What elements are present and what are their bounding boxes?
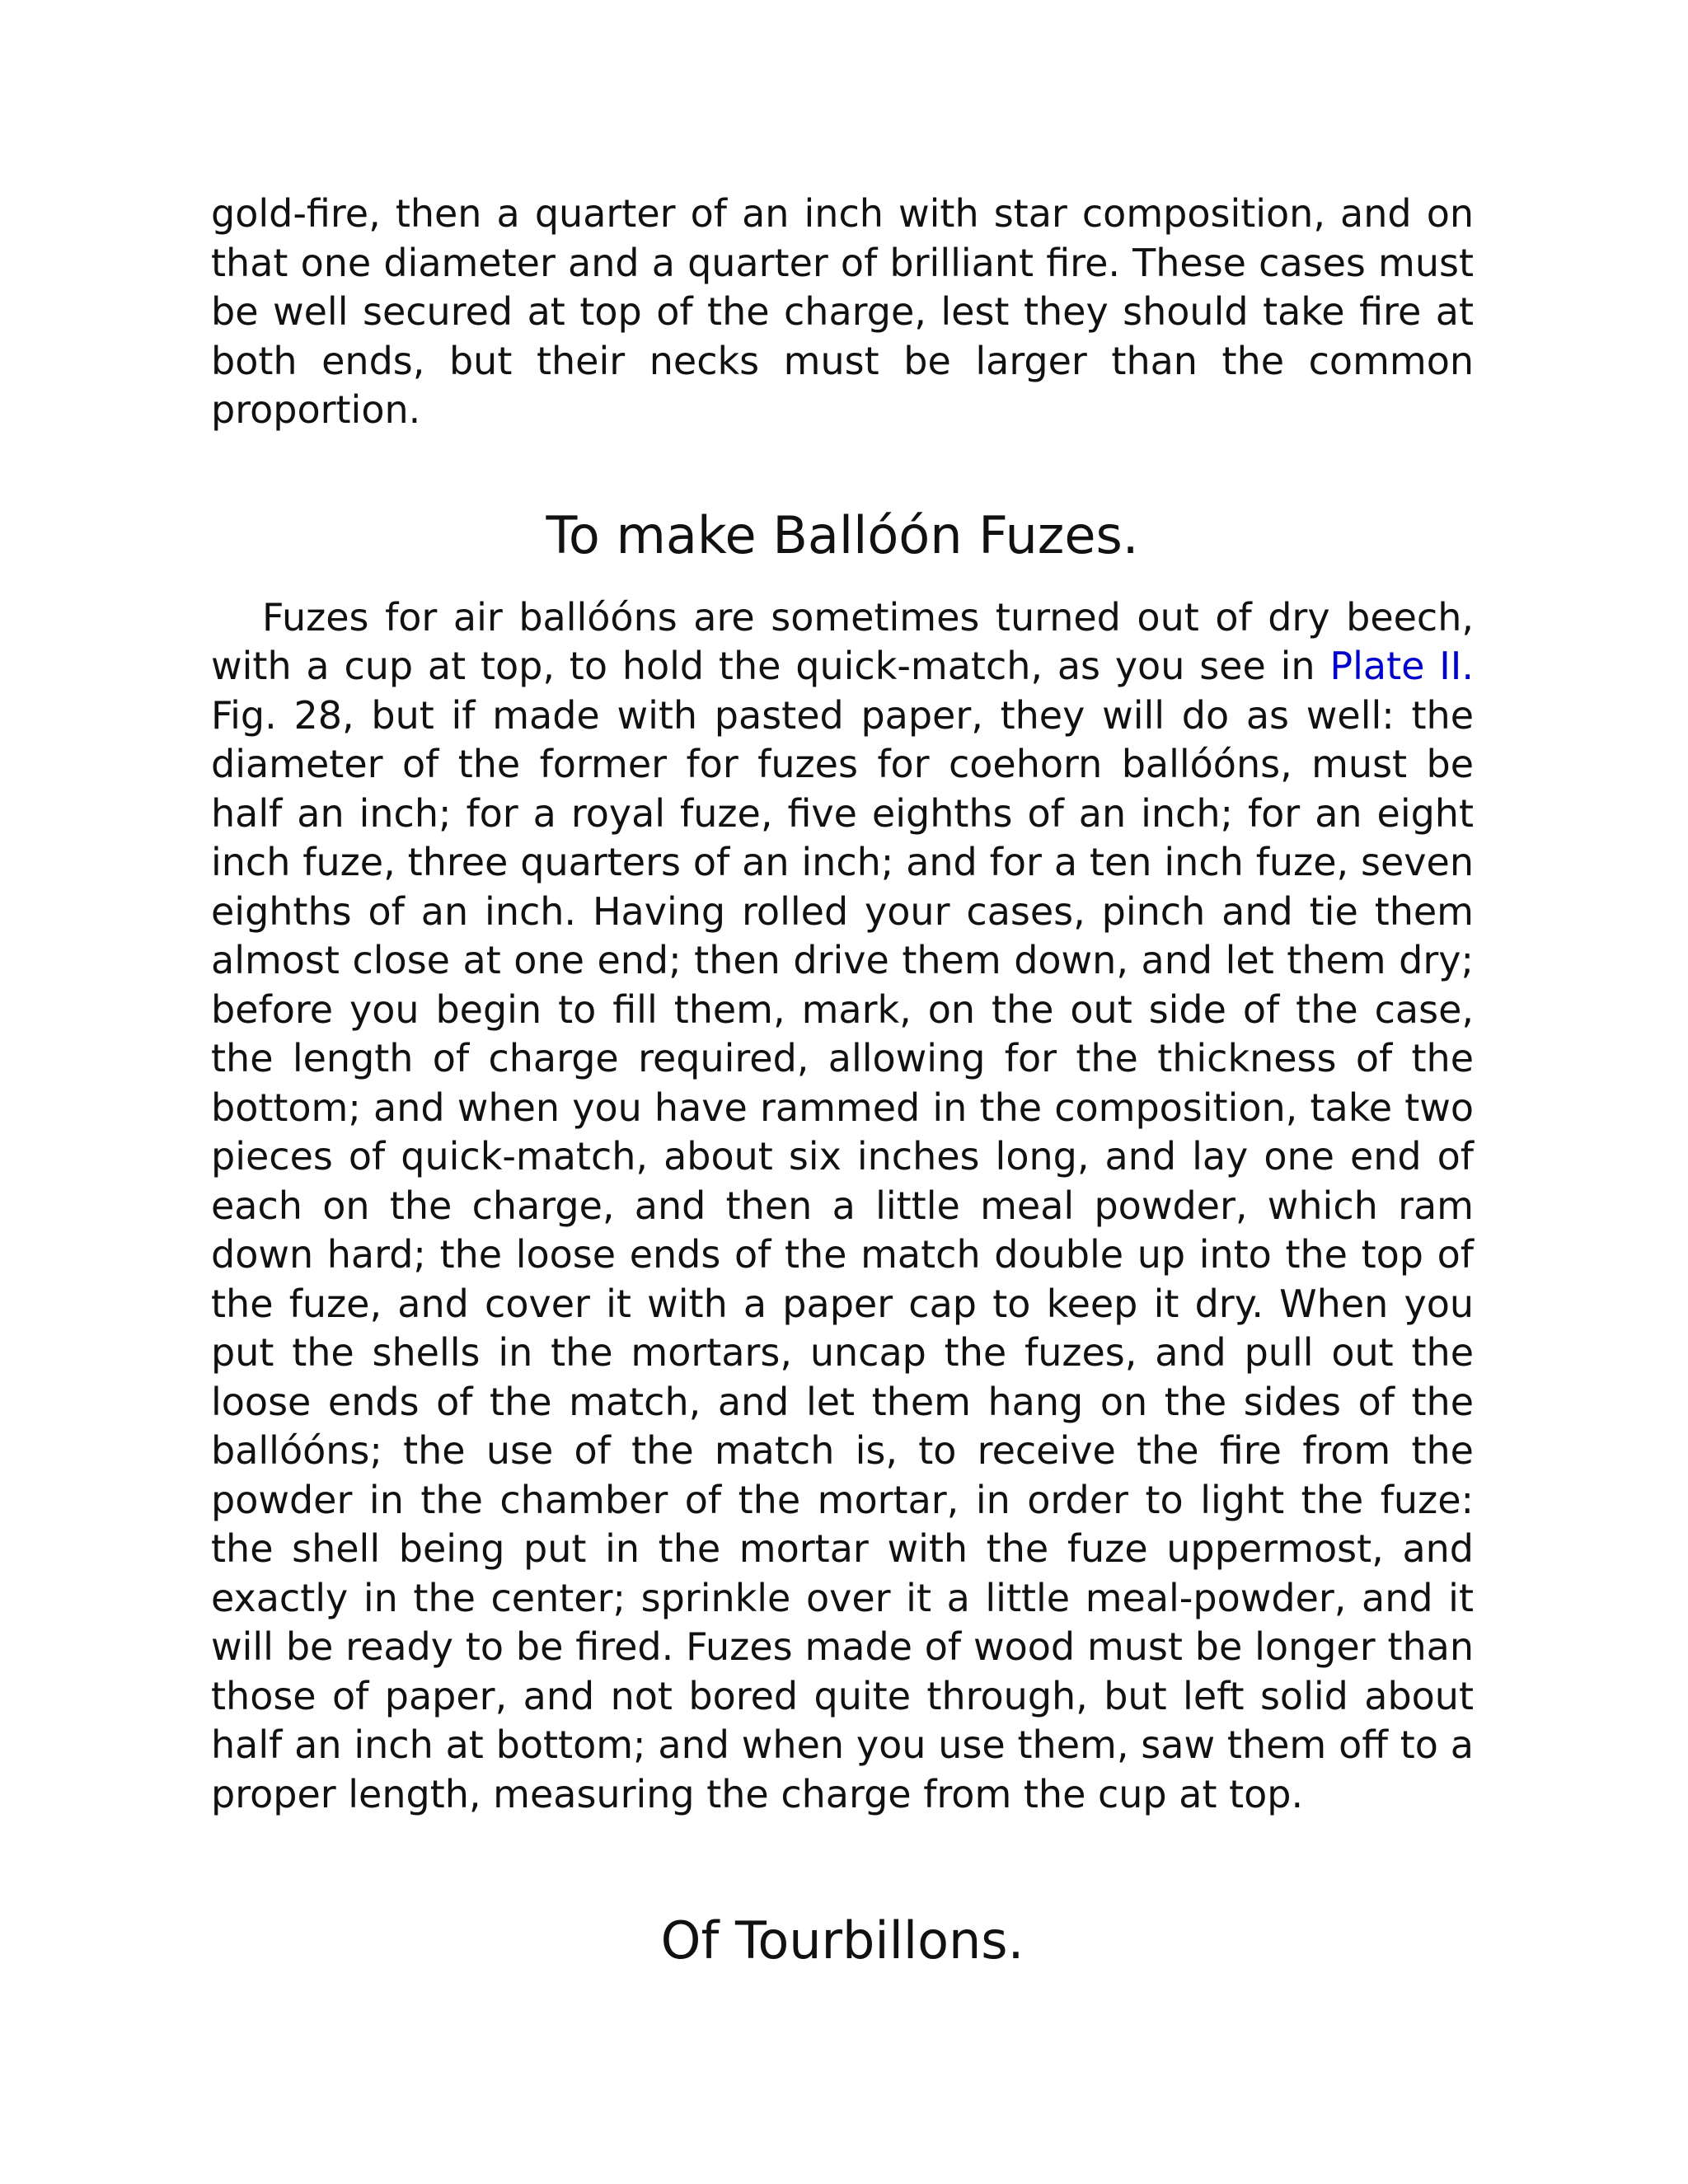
heading-tourbillons: Of Tourbillons. (660, 1910, 1025, 1971)
intro-paragraph: gold-fire, then a quarter of an inch with star composition, and on that one diameter and a quarter of brilliant fire. These cases must be well secured at top of the charge, lest they should take fire at both ends, but their necks must be larger than the common proportion. (211, 191, 1474, 432)
heading-balloon-fuzes: To make Ballóón Fuzes. (546, 504, 1139, 565)
fuzes-paragraph (211, 593, 1474, 1820)
document-page (211, 190, 1474, 1974)
plate-ii-link[interactable]: Plate II. (1329, 644, 1474, 688)
fuzes-text-before-link: Fuzes for air ballóóns are sometimes turned out of dry beech, with a cup at top, to hold the quick-match, as you see in (211, 594, 1474, 688)
fuzes-text-after-link: Fig. 28, but if made with pasted paper, they will do as well: the diameter of the former for fuzes for coehorn ballóóns, must be half an inch; for a royal fuze, five eighths of an inch; for an eight inch fuze, three quarters of an inch; and for a ten inch fuze, seven eighths of an inch. Having rolled your cases, pinch and tie them almost close at one end; then drive them down, and let them dry; before you begin to fill them, mark, on the out side of the case, the length of charge required, allowing for the thickness of the bottom; and when you have rammed in the composition, take two pieces of quick-match, about six inches long, and lay one end of each on the charge, and then a little meal powder, which ram down hard; the loose ends of the match double up into the top of the fuze, and cover it with a paper cap to keep it dry. When you put the shells in the mortars, uncap the fuzes, and pull out the loose ends of the match, and let them hang on the sides of the ballóóns; the use of the match is, to receive the fire from the powder in the chamber of the mortar, in order to light the fuze: the shell being put in the mortar with the fuze uppermost, and exactly in the center; sprinkle over it a little meal-powder, and it will be ready to be fired. Fuzes made of wood must be longer than those of paper, and not bored quite through, but left solid about half an inch at bottom; and when you use them, saw them off to a proper length, measuring the charge from the cup at top. (211, 692, 1474, 1816)
